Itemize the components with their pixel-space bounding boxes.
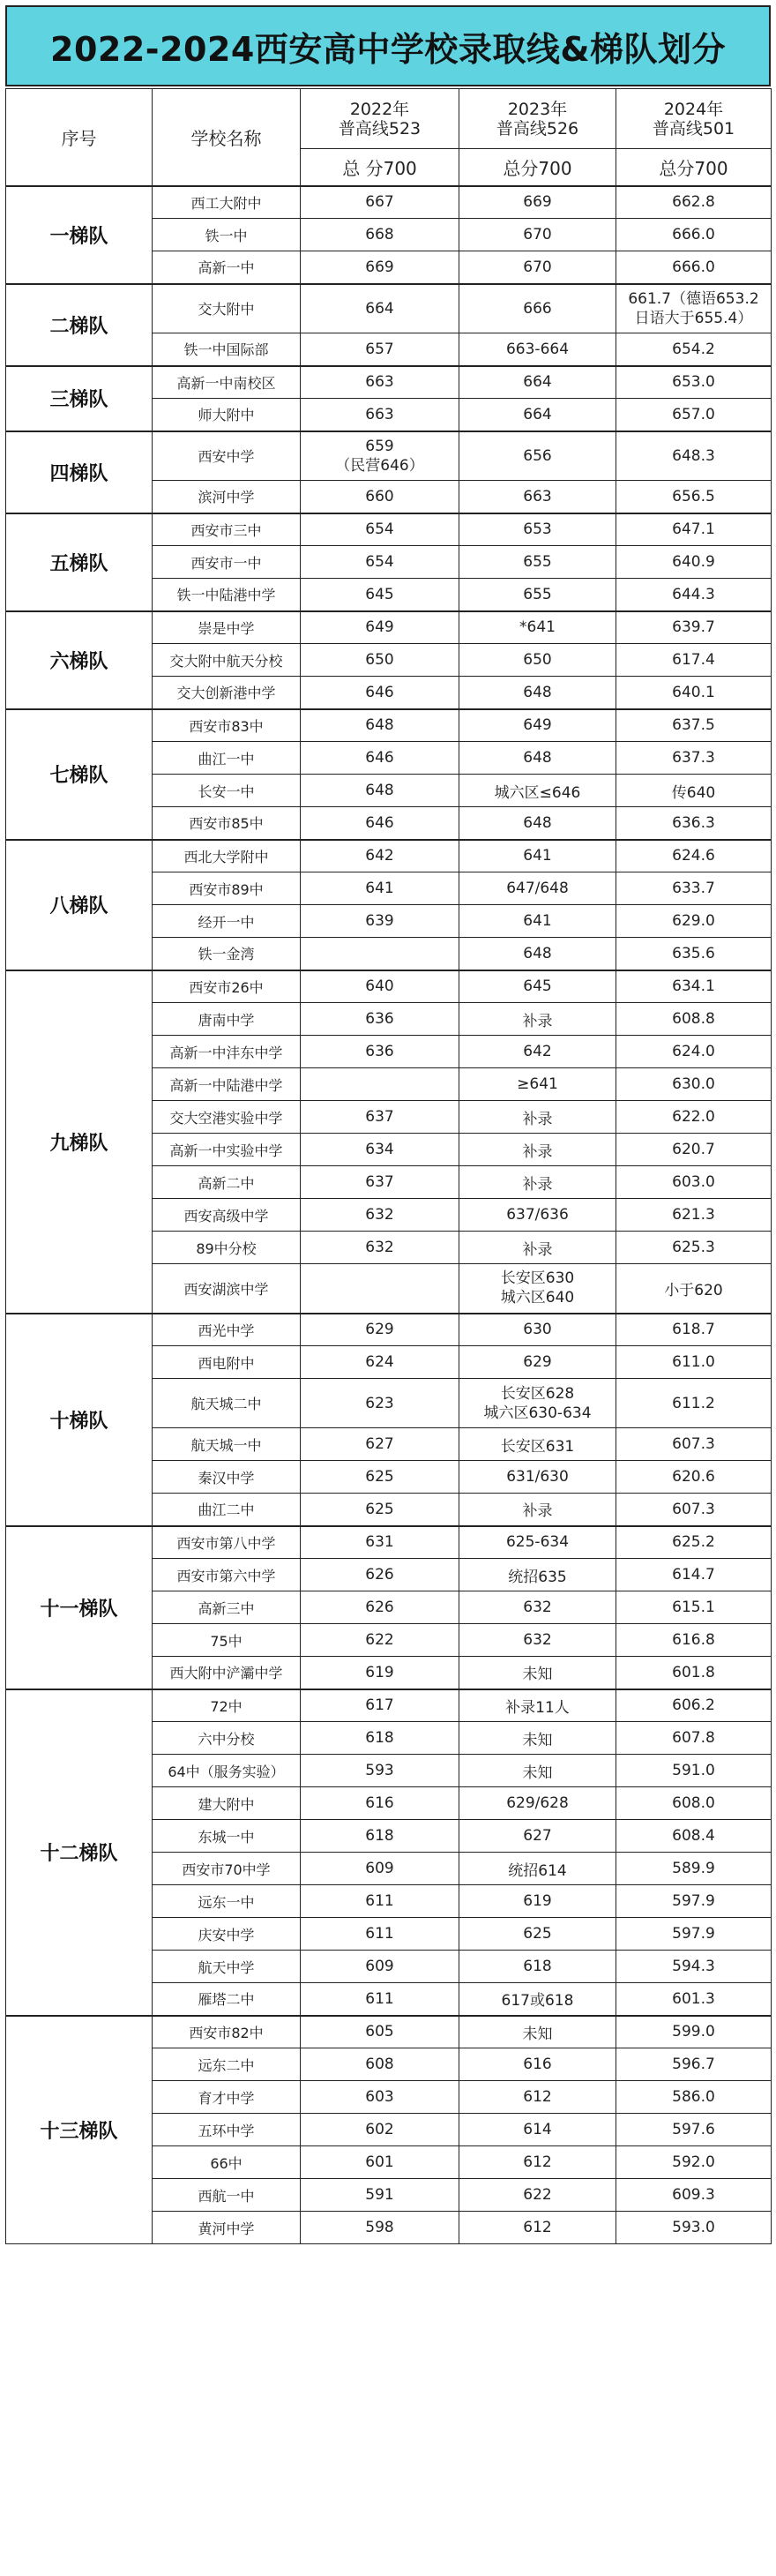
score-2022: 649 [301,611,459,644]
score-2022: 654 [301,546,459,579]
score-2024: 654.2 [616,333,772,366]
score-2022: 642 [301,840,459,872]
score-2024: 小于620 [616,1264,772,1314]
school-name: 西安市一中 [153,546,301,579]
school-name: 五环中学 [153,2114,301,2146]
school-name: 高新一中沣东中学 [153,1036,301,1068]
score-2023: 648 [459,938,616,970]
score-2023: 补录 [459,1134,616,1166]
score-2023: 645 [459,970,616,1003]
score-2022: 639 [301,905,459,938]
school-name: 经开一中 [153,905,301,938]
score-2022: 598 [301,2212,459,2244]
score-2022: 611 [301,1885,459,1918]
school-name: 滨河中学 [153,481,301,513]
school-name: 长安一中 [153,775,301,807]
table-row [6,513,772,546]
school-name: 高新三中 [153,1591,301,1624]
header-total-2023: 总分700 [459,149,616,186]
score-2022: 667 [301,186,459,219]
score-2022: 602 [301,2114,459,2146]
score-2023: *641 [459,611,616,644]
score-2024: 620.7 [616,1134,772,1166]
score-2024: 625.2 [616,1526,772,1559]
score-2024: 656.5 [616,481,772,513]
score-2022 [301,1068,459,1101]
score-2023: 627 [459,1820,616,1853]
score-2023: ≥641 [459,1068,616,1101]
score-2024: 603.0 [616,1166,772,1199]
header-year-2022 [301,89,459,149]
score-2023: 656 [459,431,616,481]
header-year-2023 [459,89,616,149]
page-title: 2022-2024西安高中学校录取线&梯队划分 [5,5,771,86]
header-total-2022: 总 分700 [301,149,459,186]
score-2024: 634.1 [616,970,772,1003]
tier-name: 三梯队 [6,366,153,431]
score-2023: 647/648 [459,872,616,905]
score-2022: 641 [301,872,459,905]
score-2024: 601.3 [616,1983,772,2016]
score-2022: 625 [301,1461,459,1494]
score-2024: 596.7 [616,2048,772,2081]
school-name: 西工大附中 [153,186,301,219]
score-2022: 627 [301,1428,459,1461]
score-2023: 625-634 [459,1526,616,1559]
score-2024: 647.1 [616,513,772,546]
score-2022: 646 [301,807,459,840]
score-2023-line2: 城六区630-634 [483,1404,592,1422]
tier-name: 六梯队 [6,611,153,709]
school-name: 西安中学 [153,431,301,481]
score-2024: 594.3 [616,1951,772,1983]
score-2023: 未知 [459,2016,616,2048]
school-name: 72中 [153,1689,301,1722]
school-name: 铁一中国际部 [153,333,301,366]
score-2023: 城六区≤646 [459,775,616,807]
school-name: 崇是中学 [153,611,301,644]
score-2022: 646 [301,677,459,709]
score-2023: 664 [459,399,616,431]
school-name: 西航一中 [153,2179,301,2212]
score-2024: 639.7 [616,611,772,644]
score-2022: 663 [301,399,459,431]
school-name: 师大附中 [153,399,301,431]
school-name: 远东二中 [153,2048,301,2081]
table-row [6,840,772,872]
score-2022: 669 [301,251,459,284]
score-2022: 648 [301,775,459,807]
score-2024: 644.3 [616,579,772,611]
score-2023: 617或618 [459,1983,616,2016]
score-2022: 608 [301,2048,459,2081]
school-name: 西安市26中 [153,970,301,1003]
school-name: 航天中学 [153,1951,301,1983]
score-2023: 补录 [459,1232,616,1264]
score-2023: 632 [459,1624,616,1657]
school-name: 交大空港实验中学 [153,1101,301,1134]
school-name: 西安市85中 [153,807,301,840]
score-2023: 655 [459,546,616,579]
school-name: 雁塔二中 [153,1983,301,2016]
score-2024: 640.1 [616,677,772,709]
score-2023: 641 [459,840,616,872]
table-row [6,1314,772,1346]
score-2024: 607.8 [616,1722,772,1755]
school-name: 高新一中实验中学 [153,1134,301,1166]
score-2023: 631/630 [459,1461,616,1494]
score-2024 [616,284,772,333]
school-name: 西光中学 [153,1314,301,1346]
tier-name: 十梯队 [6,1314,153,1526]
score-2024: 666.0 [616,219,772,251]
score-2022: 664 [301,284,459,333]
score-2024: 606.2 [616,1689,772,1722]
score-2023: 655 [459,579,616,611]
table-row [6,611,772,644]
school-name: 66中 [153,2146,301,2179]
score-2023: 未知 [459,1722,616,1755]
school-name: 远东一中 [153,1885,301,1918]
score-2023: 669 [459,186,616,219]
score-2023: 619 [459,1885,616,1918]
score-table [5,88,772,2244]
header-total-2024: 总分700 [616,149,772,186]
school-name: 75中 [153,1624,301,1657]
score-2024: 608.8 [616,1003,772,1036]
score-2023: 650 [459,644,616,677]
score-2024: 615.1 [616,1591,772,1624]
score-2024: 648.3 [616,431,772,481]
score-2023: 670 [459,219,616,251]
score-2024: 616.8 [616,1624,772,1657]
school-name: 高新一中陆港中学 [153,1068,301,1101]
score-2022: 637 [301,1166,459,1199]
school-name: 建大附中 [153,1787,301,1820]
score-2022: 609 [301,1951,459,1983]
school-name: 西安市70中学 [153,1853,301,1885]
score-2023: 629 [459,1346,616,1379]
score-2024: 599.0 [616,2016,772,2048]
school-name: 曲江一中 [153,742,301,775]
school-name: 89中分校 [153,1232,301,1264]
score-2022: 650 [301,644,459,677]
score-2023: 612 [459,2146,616,2179]
score-2023: 637/636 [459,1199,616,1232]
score-2023: 653 [459,513,616,546]
header-line-label: 普高线501 [652,118,735,139]
score-2023: 长安区631 [459,1428,616,1461]
school-name: 西大附中浐灞中学 [153,1657,301,1689]
score-2023: 648 [459,807,616,840]
score-2024: 617.4 [616,644,772,677]
school-name: 高新一中 [153,251,301,284]
score-2024: 609.3 [616,2179,772,2212]
school-name: 庆安中学 [153,1918,301,1951]
tier-name: 九梯队 [6,970,153,1314]
score-2023: 补录 [459,1101,616,1134]
score-2023: 649 [459,709,616,742]
table-row [6,1689,772,1722]
score-2024: 625.3 [616,1232,772,1264]
score-2024: 666.0 [616,251,772,284]
tier-name: 五梯队 [6,513,153,611]
score-2023: 未知 [459,1657,616,1689]
score-2022: 618 [301,1722,459,1755]
score-2024: 597.9 [616,1885,772,1918]
school-name: 西安市83中 [153,709,301,742]
score-2023: 642 [459,1036,616,1068]
score-2023: 补录 [459,1003,616,1036]
score-2024: 629.0 [616,905,772,938]
score-2022: 618 [301,1820,459,1853]
score-2024: 608.0 [616,1787,772,1820]
score-2022: 601 [301,2146,459,2179]
score-2024: 586.0 [616,2081,772,2114]
score-2022: 626 [301,1559,459,1591]
tier-name: 四梯队 [6,431,153,513]
score-2023: 614 [459,2114,616,2146]
school-name: 高新二中 [153,1166,301,1199]
score-2024: 601.8 [616,1657,772,1689]
school-name: 育才中学 [153,2081,301,2114]
header-seq: 序号 [6,89,153,186]
school-name: 西安市89中 [153,872,301,905]
header-line-label: 普高线526 [496,118,579,139]
score-2023: 632 [459,1591,616,1624]
score-2024: 637.3 [616,742,772,775]
score-2024: 633.7 [616,872,772,905]
table-row [6,431,772,481]
score-2024: 618.7 [616,1314,772,1346]
score-2022: 623 [301,1379,459,1428]
score-2022: 622 [301,1624,459,1657]
score-2023: 补录 [459,1166,616,1199]
school-name: 西安高级中学 [153,1199,301,1232]
score-2022: 645 [301,579,459,611]
school-name: 航天城二中 [153,1379,301,1428]
score-2022: 668 [301,219,459,251]
school-name: 64中（服务实验） [153,1755,301,1787]
score-2022: 617 [301,1689,459,1722]
score-2022: 611 [301,1918,459,1951]
score-2024: 636.3 [616,807,772,840]
score-2022: 632 [301,1199,459,1232]
score-2023-line2: 城六区640 [500,1289,575,1307]
score-2023: 663-664 [459,333,616,366]
score-2023: 618 [459,1951,616,1983]
school-name: 航天城一中 [153,1428,301,1461]
tier-name: 十三梯队 [6,2016,153,2244]
score-2023: 未知 [459,1755,616,1787]
school-name: 六中分校 [153,1722,301,1755]
score-2022: 660 [301,481,459,513]
school-name: 铁一金湾 [153,938,301,970]
school-name: 西北大学附中 [153,840,301,872]
score-2024: 597.6 [616,2114,772,2146]
header-year-label: 2023年 [507,99,568,119]
table-body [6,186,772,2244]
score-2024-line1: 661.7（德语653.2 [628,289,759,308]
score-2022 [301,938,459,970]
tier-name: 一梯队 [6,186,153,284]
score-2024: 611.2 [616,1379,772,1428]
score-2023: 648 [459,742,616,775]
score-2024: 608.4 [616,1820,772,1853]
score-2022: 646 [301,742,459,775]
score-2023: 补录 [459,1494,616,1526]
tier-name: 八梯队 [6,840,153,970]
score-2022: 629 [301,1314,459,1346]
score-2023: 616 [459,2048,616,2081]
tier-name: 二梯队 [6,284,153,366]
score-2022 [301,1264,459,1314]
school-name: 秦汉中学 [153,1461,301,1494]
score-2023-line1: 长安区628 [500,1384,575,1403]
score-2024: 624.6 [616,840,772,872]
score-2022: 636 [301,1003,459,1036]
score-2023: 补录11人 [459,1689,616,1722]
score-2024: 622.0 [616,1101,772,1134]
school-name: 交大创新港中学 [153,677,301,709]
score-2022: 637 [301,1101,459,1134]
score-2023: 统招614 [459,1853,616,1885]
score-2023: 625 [459,1918,616,1951]
school-name: 铁一中陆港中学 [153,579,301,611]
score-2024: 635.6 [616,938,772,970]
score-2022: 619 [301,1657,459,1689]
table-row [6,709,772,742]
score-2022: 605 [301,2016,459,2048]
score-2023: 663 [459,481,616,513]
score-2024: 630.0 [616,1068,772,1101]
school-name: 唐南中学 [153,1003,301,1036]
table-row [6,970,772,1003]
score-2022: 625 [301,1494,459,1526]
tier-name: 七梯队 [6,709,153,840]
score-2023: 612 [459,2081,616,2114]
school-name: 西电附中 [153,1346,301,1379]
score-2024: 637.5 [616,709,772,742]
school-name: 西安市三中 [153,513,301,546]
school-name: 西安市第八中学 [153,1526,301,1559]
score-2022-line2: （民营646） [335,456,424,475]
score-2023: 统招635 [459,1559,616,1591]
score-2024: 593.0 [616,2212,772,2244]
score-2022: 593 [301,1755,459,1787]
table-row [6,284,772,333]
score-2024: 591.0 [616,1755,772,1787]
school-name: 交大附中 [153,284,301,333]
score-2023: 670 [459,251,616,284]
score-2024: 607.3 [616,1494,772,1526]
school-name: 交大附中航天分校 [153,644,301,677]
score-2022: 631 [301,1526,459,1559]
score-2024: 621.3 [616,1199,772,1232]
score-2022: 654 [301,513,459,546]
table-row [6,366,772,399]
score-2023-line1: 长安区630 [500,1269,575,1288]
school-name: 西安市第六中学 [153,1559,301,1591]
score-2022: 609 [301,1853,459,1885]
score-2024: 传640 [616,775,772,807]
score-2024: 640.9 [616,546,772,579]
score-2022: 634 [301,1134,459,1166]
table-row [6,2016,772,2048]
header-year-label: 2022年 [349,99,410,119]
score-2022: 611 [301,1983,459,2016]
score-2024: 614.7 [616,1559,772,1591]
score-2022 [301,431,459,481]
score-2023: 630 [459,1314,616,1346]
score-2022: 632 [301,1232,459,1264]
score-2023: 666 [459,284,616,333]
tier-name: 十一梯队 [6,1526,153,1689]
score-2024: 662.8 [616,186,772,219]
score-2023 [459,1264,616,1314]
school-name: 黄河中学 [153,2212,301,2244]
score-2022: 626 [301,1591,459,1624]
score-2022: 640 [301,970,459,1003]
score-2022: 648 [301,709,459,742]
school-name: 西安湖滨中学 [153,1264,301,1314]
score-2023: 612 [459,2212,616,2244]
header-year-label: 2024年 [663,99,724,119]
score-2024: 653.0 [616,366,772,399]
score-2023 [459,1379,616,1428]
school-name: 东城一中 [153,1820,301,1853]
header-school: 学校名称 [153,89,301,186]
score-2024: 620.6 [616,1461,772,1494]
header-line-label: 普高线523 [338,118,422,139]
score-2022: 636 [301,1036,459,1068]
score-2024: 592.0 [616,2146,772,2179]
score-2022-line1: 659 [365,437,394,455]
score-2024: 657.0 [616,399,772,431]
score-2022: 603 [301,2081,459,2114]
score-2024: 597.9 [616,1918,772,1951]
table-row [6,186,772,219]
score-2023: 664 [459,366,616,399]
score-2022: 657 [301,333,459,366]
school-name: 铁一中 [153,219,301,251]
score-2024: 589.9 [616,1853,772,1885]
score-2024: 624.0 [616,1036,772,1068]
school-name: 曲江二中 [153,1494,301,1526]
score-2024: 607.3 [616,1428,772,1461]
school-name: 高新一中南校区 [153,366,301,399]
score-2023: 641 [459,905,616,938]
score-2023: 648 [459,677,616,709]
score-2023: 629/628 [459,1787,616,1820]
score-2024-line2: 日语大于655.4） [634,309,753,327]
table-row [6,1526,772,1559]
score-2022: 663 [301,366,459,399]
score-2024: 611.0 [616,1346,772,1379]
score-2023: 622 [459,2179,616,2212]
school-name: 西安市82中 [153,2016,301,2048]
header-year-2024 [616,89,772,149]
score-2022: 624 [301,1346,459,1379]
tier-name: 十二梯队 [6,1689,153,2016]
score-2022: 591 [301,2179,459,2212]
score-2022: 616 [301,1787,459,1820]
